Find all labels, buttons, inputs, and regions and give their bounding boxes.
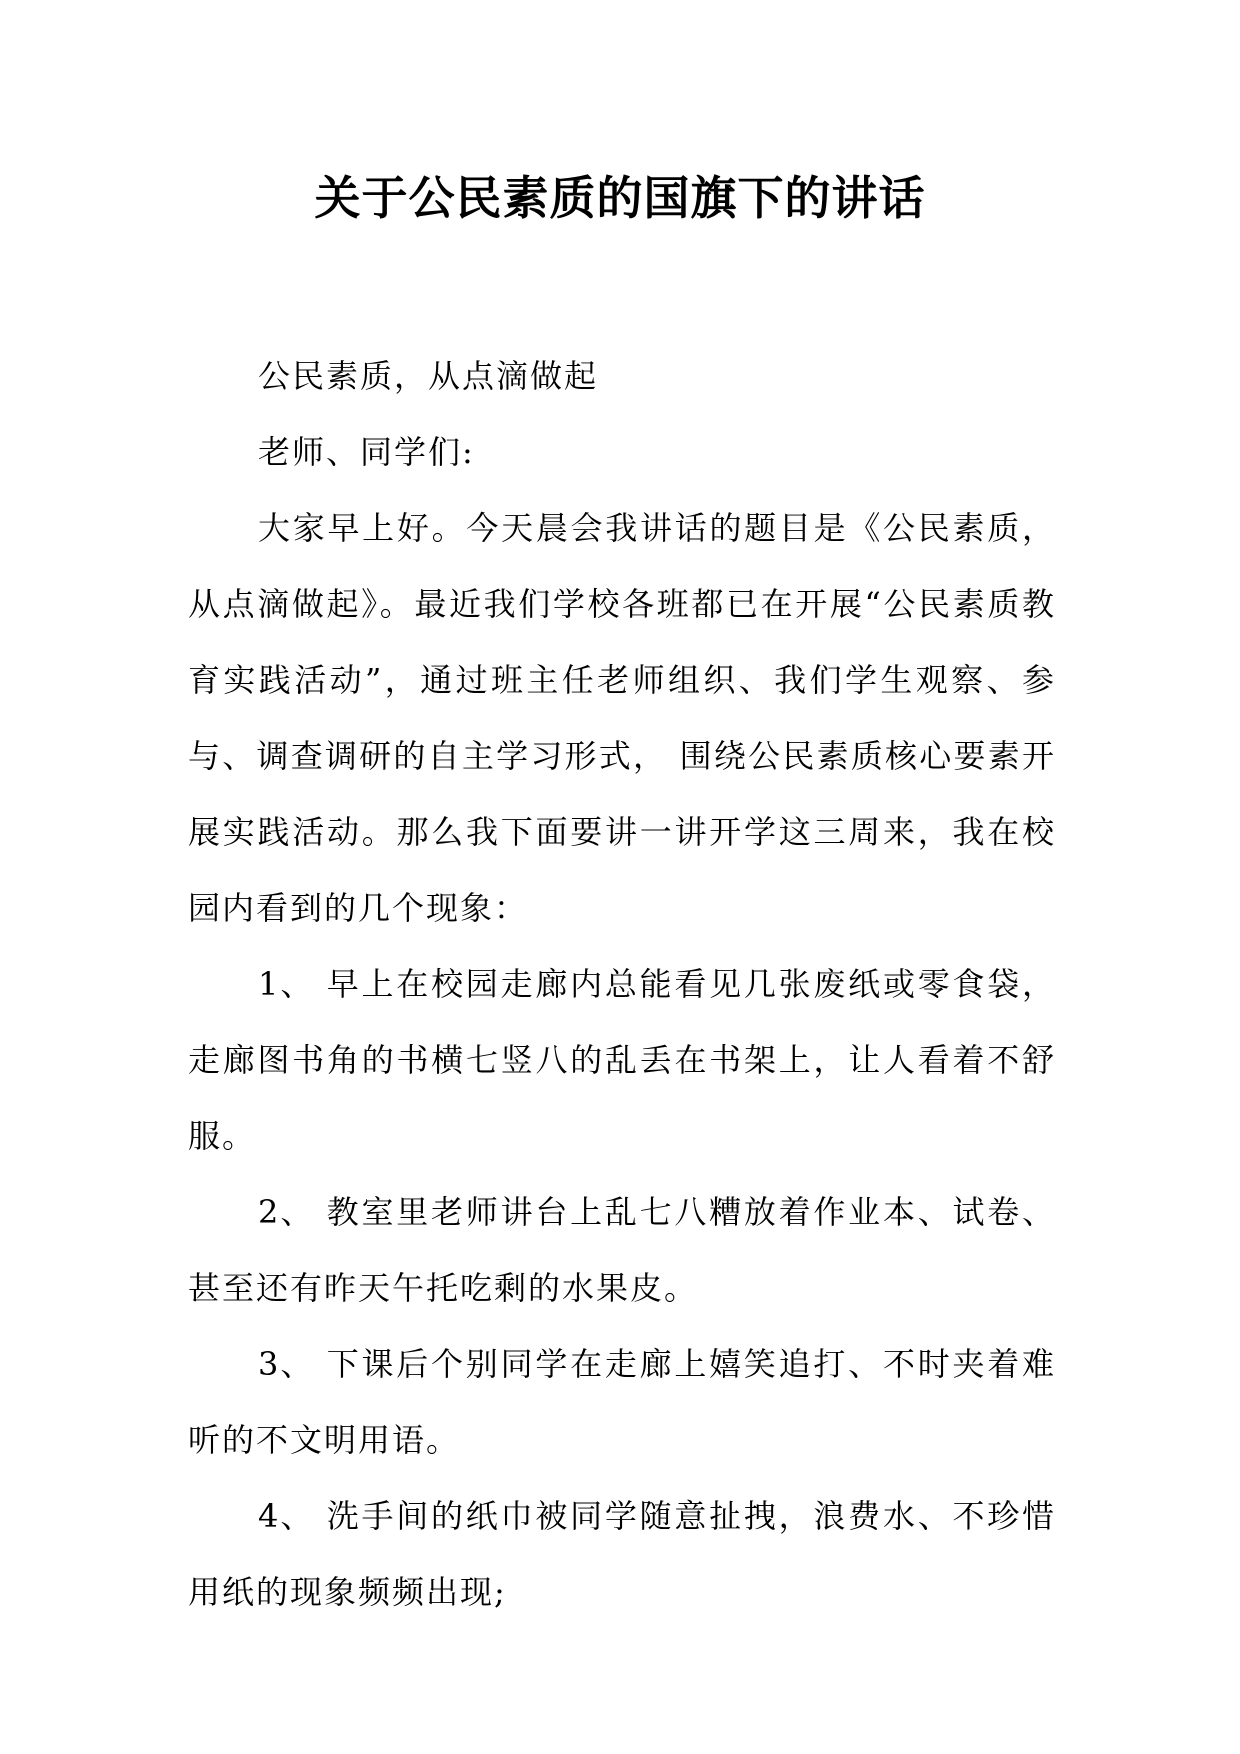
intro-paragraph: [188, 490, 1056, 946]
list-item: [188, 1174, 1056, 1326]
list-item-text: 洗手间的纸巾被同学随意扯拽，浪费水、不珍惜用纸的现象频频出现;: [188, 1497, 1056, 1611]
salutation-paragraph: [188, 414, 1056, 490]
list-item-number: 3、: [258, 1345, 315, 1383]
subtitle-paragraph: [188, 338, 1056, 414]
document-body: [188, 338, 1056, 1630]
list-item: [188, 1478, 1056, 1630]
list-item: [188, 946, 1056, 1174]
list-item-number: 2、: [258, 1193, 315, 1231]
list-item-text: 教室里老师讲台上乱七八糟放着作业本、试卷、甚至还有昨天午托吃剩的水果皮。: [188, 1193, 1056, 1307]
list-item-text: 下课后个别同学在走廊上嬉笑追打、不时夹着难听的不文明用语。: [188, 1345, 1056, 1459]
list-item-text: 早上在校园走廊内总能看见几张废纸或零食袋，走廊图书角的书横七竖八的乱丢在书架上，让人看着不舒服。: [188, 965, 1056, 1155]
list-item-number: 1、: [258, 965, 315, 1003]
paragraph-text: 公民素质，从点滴做起: [258, 357, 599, 395]
paragraph-text: 大家早上好。今天晨会我讲话的题目是《公民素质，从点滴做起》。最近我们学校各班都已在开展“公民素质教育实践活动”，通过班主任老师组织、我们学生观察、参与、调查调研的自主学习形式， 围绕公民素质核心要素开展实践活动。那么我下面要讲一讲开学这三周来，我在校园内看到的几个现象：: [188, 509, 1056, 927]
document-title: 关于公民素质的国旗下的讲话: [314, 171, 926, 225]
paragraph-text: 老师、同学们:: [258, 433, 475, 471]
list-item-number: 4、: [258, 1497, 315, 1535]
list-item: [188, 1326, 1056, 1478]
